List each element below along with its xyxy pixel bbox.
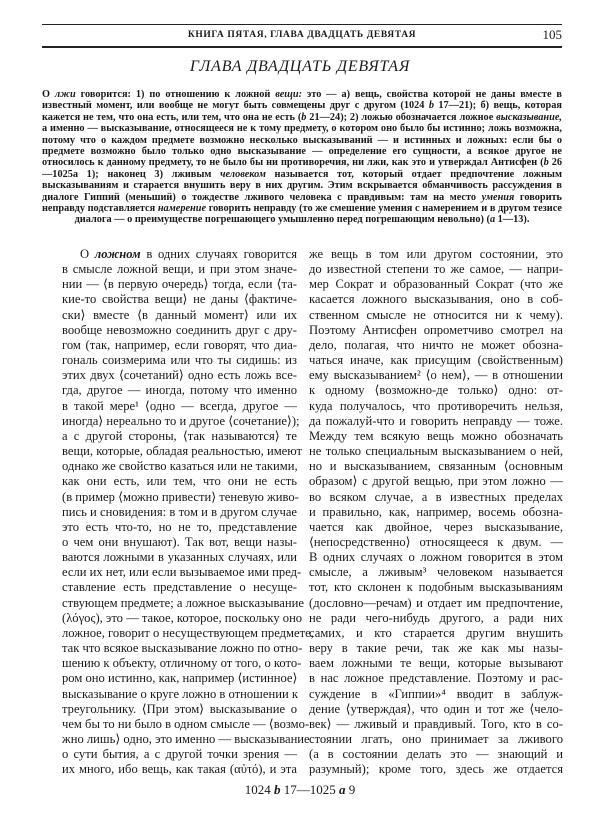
ref-part: 1024 <box>244 782 274 797</box>
text-line: (а в состоянии делать это — знающий и <box>309 747 563 762</box>
text-segment: 1—13). <box>495 214 530 226</box>
text-line: ствующем предмете; а ложное высказывание <box>62 595 304 610</box>
text-line: суждение в «Гиппии»⁴ вводит в заблуж- <box>309 686 563 701</box>
text-segment: 21—24); 2) ложью обозначается ложное <box>306 111 497 123</box>
text-line: но и высказыванием, связанным ⟨основным <box>309 459 563 474</box>
text-line: мер Сократ и образованный Сократ (что же <box>309 277 563 292</box>
text-line: их много, ибо вещь, как такая (αὐτό), и эта <box>62 762 297 777</box>
header-rule-top <box>42 24 562 25</box>
text-line: ему высказыванием² ⟨о нем⟩, — в отношении <box>309 368 563 383</box>
left-column <box>62 247 314 777</box>
text-line: а с другой стороны, ⟨так называются⟩ те <box>62 428 297 443</box>
text-line: ваются ложными в указанных случаях, или <box>62 550 297 565</box>
text-line: стоянии лгать, оно принимает за лживого <box>309 732 563 746</box>
text-line: гональ соизмерима или что ты сидишь: из <box>62 353 297 368</box>
text-line: о сути бытия, а с другой точки зрения — <box>62 747 297 762</box>
text-line: самих, и кто старается другим внушить <box>309 625 563 640</box>
emphasis-term: человеком <box>220 168 266 180</box>
ref-part: 17—1025 <box>280 782 339 797</box>
text-line: до известной степени то же самое, — напри- <box>309 262 563 277</box>
text-line: разумный); кроме того, здесь же отдается <box>309 762 563 777</box>
text-line: высказывание о круге ложно в отношении к <box>62 686 298 701</box>
text-line: пись и сновидения: в том и в другом случае <box>62 504 297 519</box>
text-segment: 26—1025a 1); наконец 3) лживым <box>42 157 562 180</box>
text-segment: называется тот, который отдает предпочтение ложным высказываниям и старается внушить веру в них другим. Этим вскрывается обманчивость рассуждения в диалоге Гиппий (меньший) о тождестве лживого человека с правдивым: там на место <box>42 168 562 203</box>
text-line: чается как двойное, через высказывание, <box>309 519 563 534</box>
ref-part: 9 <box>345 782 356 797</box>
text-line: так что всякое высказывание ложно по отно- <box>62 641 303 656</box>
text-segment: О <box>80 247 95 261</box>
text-line: век⟩ — лживый и правдивый. Того, кто в со- <box>309 716 563 731</box>
text-segment: говорится: 1) по отношению к ложной <box>75 89 276 100</box>
text-segment: 17—21); б) вещь, которая кажется не тем, что она есть, или тем, что она не есть ( <box>42 100 562 123</box>
text-line: гда, другое — иногда, потому что именно <box>62 383 297 398</box>
page-number: 105 <box>542 27 562 42</box>
text-segment: говорить неправду (то же смешение умения с намерением и в другом тезисе диалога — о преимуществе погрешающего умышленно перед погрешающим невольно) ( <box>74 203 562 226</box>
text-line: чаться иначе, как присущим (свойственным) <box>309 353 563 368</box>
text-line: если их нет, или если вызываемое ими пред- <box>62 565 302 580</box>
text-line: ⟨непосредственно⟩ относящееся к двум. — <box>309 534 563 549</box>
emphasis-term: a <box>489 214 496 226</box>
text-segment: говорить неправду подставляется <box>42 191 563 215</box>
text-line: шению к объекту, отличному от того, о кото- <box>62 656 302 671</box>
text-line: же вещь в том или другом состоянии, это <box>309 247 563 261</box>
text-segment: в одних случаях говорится <box>140 247 297 261</box>
emphasis-term: умения <box>481 191 515 203</box>
text-line: не ради чего-нибудь другого, а ради них <box>309 610 563 625</box>
text-line: вообще невозможно соединить друг с дру- <box>62 322 297 337</box>
text-line: в смысле ложной вещи, и при этом значе- <box>62 262 297 277</box>
text-line: веру в такие речи, так же как мы назы- <box>309 641 563 656</box>
text-line: к одному ⟨возможно-де только⟩ одно: от- <box>309 383 563 398</box>
chapter-summary <box>42 89 562 226</box>
header-rule-bottom <box>42 46 562 48</box>
text-line: кие-то свойства вещи⟩ не даны ⟨фактиче- <box>62 292 297 307</box>
emphasis-term: лжи <box>54 89 76 100</box>
emphasis-term: b <box>543 157 549 169</box>
ref-part: a <box>339 782 346 797</box>
text-line: в такой мере¹ ⟨одно — всегда, другое — <box>62 398 297 413</box>
running-head: КНИГА ПЯТАЯ, ГЛАВА ДВАДЦАТЬ ДЕВЯТАЯ <box>187 30 417 40</box>
text-line: куда получалось, что противоречить нельзя, <box>309 398 563 413</box>
text-line: Между тем всякую вещь можно обозначать <box>309 428 563 443</box>
emphasis-term: вещи: <box>275 89 302 100</box>
text-line: (в пример ⟨можно привести⟩ теневую живо- <box>62 489 299 504</box>
text-line: (λόγος), это — такое, которое, поскольку оно <box>62 610 303 625</box>
text-line: ственном смысле не относится ни к чему). <box>309 307 563 322</box>
text-segment: это — а) вещь, свойства которой не даны вместе в известный момент, или вообще не могут быть совмещены друг с другом (1024 <box>42 89 562 112</box>
emphasis-term: намерение <box>157 203 207 215</box>
text-line: о чем они внушают). Так вот, вещи назы- <box>62 534 297 549</box>
text-line: ставление есть представление о несуще- <box>62 580 297 595</box>
text-line: В одних случаях о ложном говорится в этом <box>309 550 563 565</box>
text-line: ром оно истинно, как, например ⟨истинное⟩ <box>62 671 298 686</box>
text-line: треугольнику. ⟨При этом⟩ высказывание о <box>62 701 297 716</box>
text-line: да пожалуй-что и говорить неправду — тоже. <box>309 413 563 428</box>
text-line: ски⟩ вместе ⟨в данный момент⟩ или их <box>62 307 297 322</box>
text-line: и правильно, как, например, восемь обозна- <box>309 504 563 519</box>
text-line: в нас ложное представление. Поэтому и рас- <box>309 671 563 686</box>
right-column <box>309 247 563 777</box>
text-line: жно лишь⟩ одно, это именно — высказывание <box>62 732 310 746</box>
text-line: однако же свойство казаться или не такими, <box>62 459 298 474</box>
text-line: дение ⟨утверждая⟩, что один и тот же ⟨чело- <box>309 701 563 716</box>
text-line: не только специальным высказыванием о ней, <box>309 444 563 459</box>
text-line: нии — ⟨в первую очередь⟩ тогда, если ⟨та- <box>62 277 297 292</box>
text-line: дело, полагая, что ничто не может обозна- <box>309 337 563 352</box>
text-line: Поэтому Антисфен опрометчиво смотрел на <box>309 322 563 337</box>
text-line <box>62 247 297 262</box>
text-line: как они есть, или тем, что они не есть <box>62 474 297 489</box>
text-line: смысле, а лживым³ человеком называется <box>309 565 563 580</box>
text-line: иногда⟩ нереально то и другое ⟨сочетание⟩); <box>62 413 300 428</box>
text-line: ложное, говорит о несуществующем предмете, <box>62 625 314 640</box>
text-line: этих двух ⟨сочетаний⟩ одно есть ложь все- <box>62 368 297 383</box>
text-line: касается ложного высказывания, оно в соб- <box>309 292 563 307</box>
text-line: чем бы то ни было в одном смысле — ⟨возмо- <box>62 716 310 731</box>
text-line: тот, кто склонен к подобным высказываниям <box>309 580 563 595</box>
bekker-reference <box>0 782 600 798</box>
text-line: вещи, которые, обладая реальностью, имеют <box>62 444 302 459</box>
text-line: это есть что-то, но не то, представление <box>62 519 297 534</box>
emphasis-term: ложном <box>94 247 141 261</box>
text-segment: О <box>42 89 55 100</box>
emphasis-term: b <box>428 100 434 112</box>
text-line: гом (так, например, если говорят, что диа- <box>62 337 297 352</box>
text-line: во всяком случае, а в известных пределах <box>309 489 563 504</box>
chapter-title: ГЛАВА ДВАДЦАТЬ ДЕВЯТАЯ <box>189 58 411 75</box>
text-line: ваем ложными те вещи, которые вызывают <box>309 656 563 671</box>
emphasis-term: b <box>301 111 307 123</box>
text-segment: а именно — высказывание, относящееся не к тому предмету, о котором оно было бы истинно; ложь возможна, потому что о каждом предмете возможно несколько высказываний — и истинных и ложных: если бы о предмете возможно было только одно высказывание — определение его сущности, а всякое другое не относилось к данному предмету, то не было бы ни противоречия, ни лжи, как это и утверждал Антисфен ( <box>42 123 562 169</box>
text-line: образом⟩ с другой вещью, при этом ложно — <box>309 474 563 489</box>
emphasis-term: высказывание, <box>496 111 562 123</box>
text-line: (дословно—речам) и отдает им предпочтение, <box>309 595 563 610</box>
ref-part: b <box>274 782 281 797</box>
